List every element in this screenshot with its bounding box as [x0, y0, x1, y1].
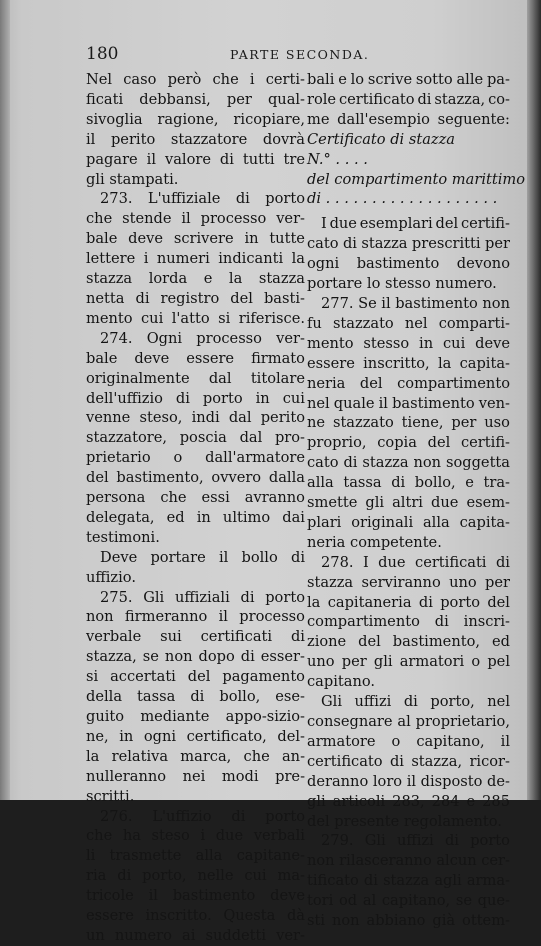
text-line: un numero ai suddetti ver- — [86, 926, 305, 944]
certificate-number: N.° . . . . — [307, 150, 368, 168]
certificate-compartment: del compartimento marittimo — [307, 170, 526, 188]
text-line: essere inscritto. Questa dà — [86, 907, 305, 925]
text-line: tori od al capitano, se que- — [307, 892, 510, 910]
text-line: sti non abbiano già ottem- — [307, 912, 510, 930]
text-line: proprio, copia del certifi- — [307, 434, 510, 452]
text-line: fu stazzato nel comparti- — [307, 314, 510, 332]
text-line: me dall'esempio seguente: — [307, 110, 510, 128]
text-line: Nel caso però che i certi- — [86, 71, 305, 88]
text-line: lettere i numeri indicanti la — [86, 250, 305, 268]
text-line: stazza lorda e la stazza — [86, 270, 305, 288]
text-line: verbale sui certificati di — [86, 628, 305, 646]
text-line: ne, in ogni certificato, del- — [86, 727, 305, 745]
text-line: ficati debbansi, per qual- — [86, 90, 305, 108]
text-line: stazza serviranno uno per — [307, 573, 510, 591]
text-line: prietario o dall'armatore — [86, 449, 305, 467]
left-column — [86, 70, 305, 946]
text-line: compartimento di inscri- — [307, 613, 510, 631]
text-line: mento stesso in cui deve — [307, 334, 510, 352]
text-line: bale deve scrivere in tutte — [86, 230, 305, 248]
text-line: pagare il valore di tutti tre — [86, 150, 305, 168]
article-276-start: 276. L'uffizio di porto — [100, 807, 305, 825]
text-line: che stende il processo ver- — [86, 210, 305, 228]
text-line: ogni bastimento devono — [307, 255, 510, 273]
text-line: si accertati del pagamento — [86, 668, 305, 686]
text-line: neria competente. — [307, 533, 442, 551]
book-spine — [0, 0, 10, 800]
text-line: Gli uffizi di porto, nel — [321, 693, 510, 711]
text-line: portare lo stesso numero. — [307, 275, 497, 293]
right-column — [307, 70, 526, 931]
text-line: gli articoli 283, 284 e 285 — [307, 792, 510, 810]
text-line: non rilasceranno alcun cer- — [307, 852, 510, 870]
text-line: consegnare al proprietario, — [307, 713, 510, 730]
text-line: uffizio. — [86, 568, 136, 586]
text-line: nel quale il bastimento ven- — [307, 394, 510, 412]
text-line: gli stampati. — [86, 170, 179, 188]
text-line: la capitaneria di porto del — [307, 593, 510, 611]
text-line: del bastimento, ovvero dalla — [86, 469, 305, 487]
text-line: ne stazzato tiene, per uso — [307, 414, 510, 432]
text-line: venne steso, indi dal perito — [86, 409, 305, 427]
text-line: guito mediante appo-sizio- — [86, 708, 305, 725]
text-line: ria di porto, nelle cui ma- — [86, 867, 305, 885]
text-line: plari originali alla capita- — [307, 513, 510, 531]
text-line: persona che essi avranno — [86, 489, 305, 507]
text-line: certificato di stazza, ricor- — [307, 752, 510, 770]
page-number: 180 — [86, 44, 119, 64]
text-line: I due esemplari del certifi- — [321, 215, 510, 233]
text-line: neria del compartimento — [307, 374, 510, 392]
text-line: originalmente dal titolare — [86, 369, 305, 387]
text-line: del presente regolamento. — [307, 812, 502, 830]
text-line: essere inscritto, la capita- — [307, 354, 510, 372]
article-278-start: 278. I due certificati di — [321, 553, 510, 571]
text-line: tricole il bastimento deve — [86, 887, 305, 905]
text-line: dell'uffizio di porto in cui — [86, 389, 305, 407]
text-line: cato di stazza non soggetta — [307, 454, 510, 472]
text-line: netta di registro del basti- — [86, 289, 305, 307]
text-line: capitano. — [307, 673, 376, 691]
text-line: li trasmette alla capitane- — [86, 847, 305, 865]
text-line: alla tassa di bollo, e tra- — [307, 474, 510, 492]
text-line: zione del bastimento, ed — [307, 633, 510, 651]
page-edge — [527, 0, 541, 800]
running-title: PARTE SECONDA. — [230, 47, 370, 62]
text-line: bali e lo scrive sotto alle pa- — [307, 71, 510, 88]
certificate-place: di . . . . . . . . . . . . . . . . . . . — [307, 190, 498, 208]
text-line: non firmeranno il processo — [86, 608, 305, 626]
article-275-start: 275. Gli uffiziali di porto — [100, 588, 305, 606]
text-line: deranno loro il disposto de- — [307, 772, 510, 790]
text-line: testimoni. — [86, 528, 160, 546]
text-line: nulleranno nei modi pre- — [86, 767, 305, 785]
text-line: armatore o capitano, il — [307, 732, 510, 750]
article-273-start: 273. L'uffiziale di porto — [100, 190, 305, 208]
text-line: la relativa marca, che an- — [86, 747, 305, 765]
article-279-start: 279. Gli uffizi di porto — [321, 832, 510, 850]
text-line: che ha steso i due verbali — [86, 827, 305, 845]
text-line: uno per gli armatori o pel — [307, 653, 510, 671]
text-line: sivoglia ragione, ricopiare, — [86, 110, 305, 128]
text-line: il perito stazzatore dovrà — [86, 130, 305, 148]
text-line: tificato di stazza agli arma- — [307, 872, 510, 890]
text-line: stazza, se non dopo di esser- — [86, 648, 305, 666]
text-line: stazzatore, poscia dal pro- — [86, 429, 305, 447]
text-line: della tassa di bollo, ese- — [86, 688, 305, 706]
certificate-heading: Certificato di stazza — [307, 130, 455, 148]
text-line: cato di stazza prescritti per — [307, 235, 510, 253]
text-line: Deve portare il bollo di — [100, 548, 305, 566]
text-line: mento cui l'atto si riferisce. — [86, 309, 305, 327]
page-header — [86, 44, 516, 66]
text-line: smette gli altri due esem- — [307, 494, 510, 512]
text-line: bale deve essere firmato — [86, 349, 305, 367]
text-line: scritti. — [86, 787, 135, 805]
article-277-start: 277. Se il bastimento non — [321, 294, 510, 312]
text-line: role certificato di stazza, co- — [307, 90, 510, 108]
text-line: delegata, ed in ultimo dai — [86, 508, 305, 526]
article-274-start: 274. Ogni processo ver- — [100, 329, 305, 347]
